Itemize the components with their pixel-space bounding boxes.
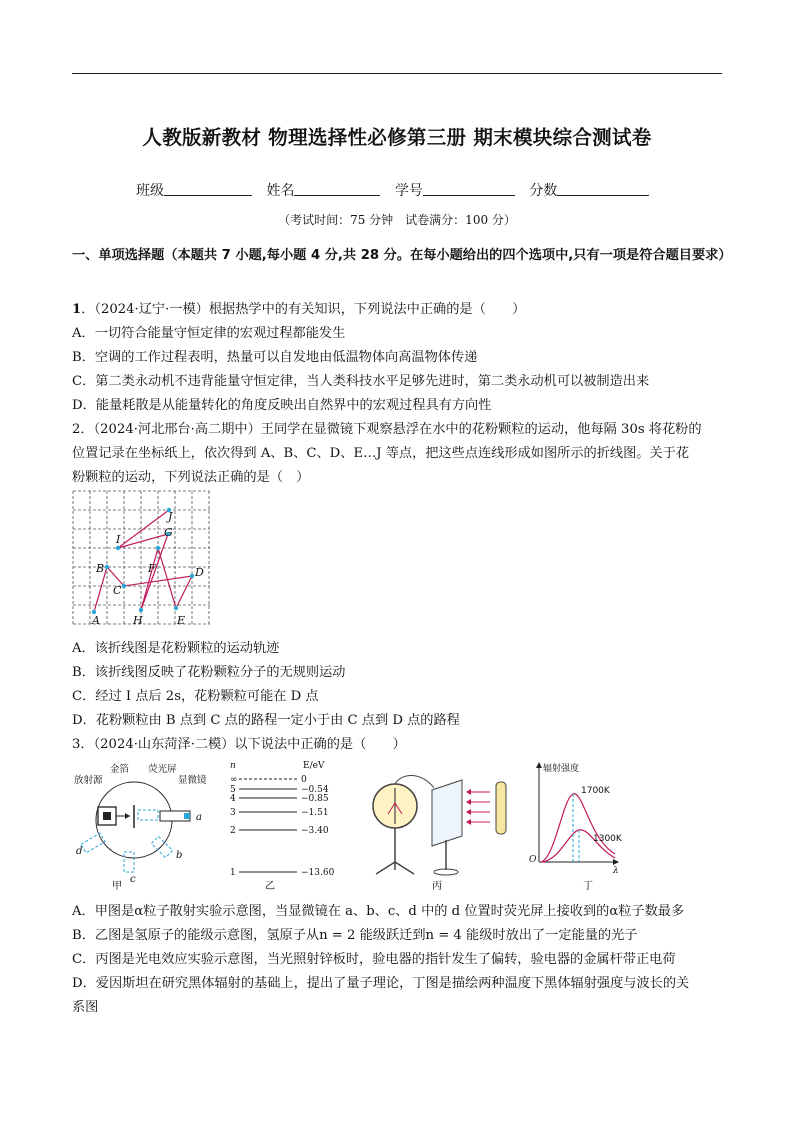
q2-stem-line2: 位置记录在坐标纸上，依次得到 A、B、C、D、E…J 等点，把这些点连线形成如图所示的折线图。关于花: [72, 446, 690, 461]
point-label-c: C: [113, 584, 122, 597]
q3-option-d-cont: 系图: [72, 1000, 99, 1015]
level-5-n: 5: [230, 785, 236, 795]
class-label: 班级: [136, 183, 164, 199]
q2-stem-line1: 2．（2024·河北邢台·高二期中）王同学在显微镜下观察悬浮在水中的花粉颗粒的运动，他每隔 30s 将花粉的: [72, 422, 702, 437]
alpha-scattering-figure: [72, 758, 212, 893]
brownian-motion-figure: [72, 490, 214, 630]
q1-option-a: A．一切符合能量守恒定律的宏观过程都能发生: [72, 326, 346, 341]
header-rule: [72, 73, 722, 74]
position-d-label: d: [76, 846, 83, 857]
score-label: 分数: [529, 183, 558, 199]
q1-option-b: B．空调的工作过程表明，热量可以自发地由低温物体向高温物体传递: [72, 350, 478, 365]
origin-label: O: [529, 855, 537, 865]
name-label: 姓名: [266, 183, 295, 199]
q2-option-a: A．该折线图是花粉颗粒的运动轨迹: [72, 641, 280, 656]
point-label-i: I: [116, 533, 121, 546]
id-blank[interactable]: [423, 181, 515, 196]
id-label: 学号: [394, 183, 423, 199]
name-blank[interactable]: [294, 181, 380, 196]
curve-1300k-label: 1300K: [593, 834, 622, 844]
microscope-label: 显微镜: [178, 775, 207, 786]
energy-level-figure: [225, 758, 350, 893]
point-label-g: G: [164, 526, 173, 539]
q3-option-a: A．甲图是α粒子散射实验示意图，当显微镜在 a、b、c、d 中的 d 位置时荧光屏上接收到的α粒子数最多: [72, 904, 685, 919]
foil-label: 金箔: [110, 764, 130, 775]
position-b-label: b: [176, 850, 183, 861]
level-2-e: −3.40: [301, 826, 329, 836]
student-info-fields: [136, 180, 659, 200]
point-label-e: E: [177, 614, 186, 627]
point-label-j: J: [168, 510, 173, 523]
q2-option-c: C．经过 I 点后 2s，花粉颗粒可能在 D 点: [72, 689, 319, 704]
q3-option-b: B．乙图是氢原子的能级示意图，氢原子从n = 2 能级跃迁到n = 4 能级时放出了一定能量的光子: [72, 928, 638, 943]
energy-axis-label: E/eV: [303, 761, 325, 771]
q3-option-d: D．爱因斯坦在研究黑体辐射的基础上，提出了量子理论，丁图是描绘两种温度下黑体辐射强度与波长的关: [72, 976, 690, 991]
fig-jia-caption: 甲: [112, 881, 122, 892]
class-blank[interactable]: [164, 181, 252, 196]
curve-1700k-label: 1700K: [581, 786, 610, 796]
level-1-e: −13.60: [301, 868, 335, 878]
point-label-b: B: [96, 562, 105, 575]
n-axis-label: n: [230, 761, 236, 771]
position-c-label: c: [130, 874, 136, 885]
fig-bing-caption: 丙: [432, 881, 442, 892]
q3-stem: 3．（2024·山东菏泽·二模）以下说法中正确的是（ ）: [72, 737, 406, 752]
point-label-f: F: [148, 562, 156, 575]
q1-number: 1: [72, 302, 82, 317]
page-title: 人教版新教材 物理选择性必修第三册 期末模块综合测试卷: [142, 126, 652, 149]
q3-option-c: C．丙图是光电效应实验示意图，当光照射锌板时，验电器的指针发生了偏转，验电器的金属杆带正电荷: [72, 952, 676, 967]
level-3-e: −1.51: [301, 808, 329, 818]
point-label-h: H: [133, 614, 143, 627]
position-a-label: a: [196, 812, 202, 823]
brownian-path: [94, 510, 192, 612]
blackbody-figure: [525, 758, 625, 893]
photoelectric-figure: [362, 758, 517, 893]
exam-meta: （考试时间：75 分钟 试卷满分：100 分）: [278, 213, 516, 227]
q2-stem-line3: 粉颗粒的运动，下列说法正确的是（ ）: [72, 470, 310, 485]
lambda-axis-label: λ: [613, 866, 619, 876]
level-3-n: 3: [230, 808, 236, 818]
intensity-axis-label: 辐射强度: [543, 764, 580, 774]
q1-option-d: D．能量耗散是从能量转化的角度反映出自然界中的宏观过程具有方向性: [72, 398, 492, 413]
level-inf-n: ∞: [230, 775, 238, 785]
level-4-e: −0.85: [301, 794, 329, 804]
q1-stem: [72, 301, 525, 318]
q2-option-d: D．花粉颗粒由 B 点到 C 点的路程一定小于由 C 点到 D 点的路程: [72, 713, 460, 728]
q2-option-b: B．该折线图反映了花粉颗粒分子的无规则运动: [72, 665, 346, 680]
fig-yi-caption: 乙: [265, 881, 275, 892]
point-label-a: A: [92, 614, 100, 627]
level-2-n: 2: [230, 826, 236, 836]
screen-label: 荧光屏: [148, 764, 177, 775]
score-blank[interactable]: [557, 181, 649, 196]
level-5-e: −0.54: [301, 785, 329, 795]
level-4-n: 4: [230, 794, 236, 804]
point-label-d: D: [195, 566, 204, 579]
level-1-n: 1: [230, 868, 236, 878]
source-label: 放射源: [74, 775, 103, 786]
section-heading: 一、单项选择题（本题共 7 小题,每小题 4 分,共 28 分。在每小题给出的四个选项中,只有一项是符合题目要求）: [72, 248, 732, 263]
level-inf-e: 0: [301, 775, 307, 785]
fig-ding-caption: 丁: [583, 881, 593, 892]
q1-option-c: C．第二类永动机不违背能量守恒定律，当人类科技水平足够先进时，第二类永动机可以被制造出来: [72, 374, 650, 389]
q1-stem-text: ．（2024·辽宁·一模）根据热学中的有关知识，下列说法中正确的是（ ）: [81, 302, 526, 317]
